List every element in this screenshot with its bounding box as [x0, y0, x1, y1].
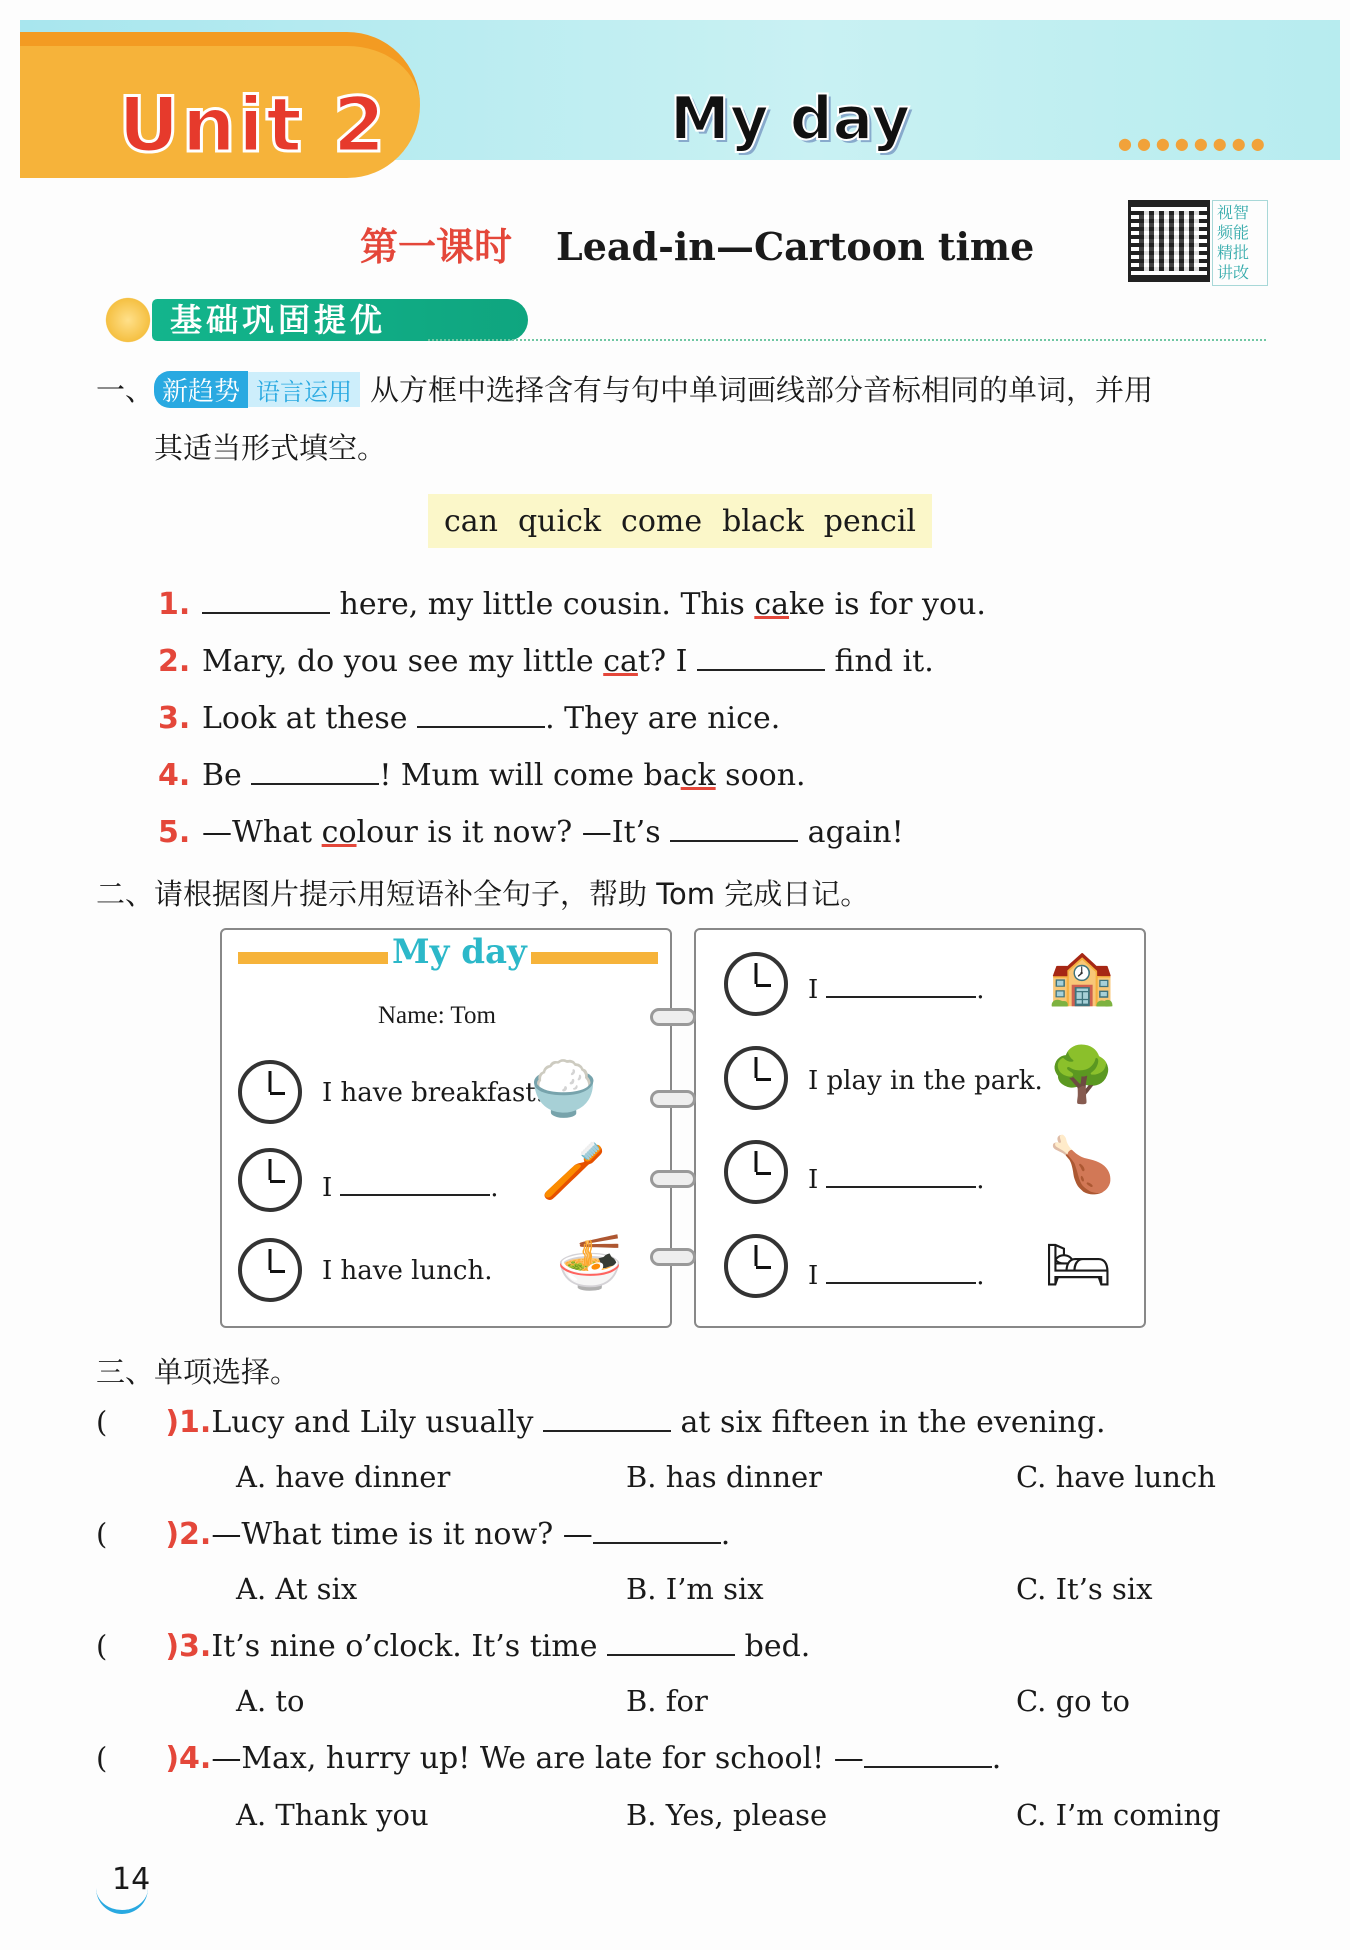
option-b[interactable]: B. has dinner — [626, 1460, 823, 1494]
option-c[interactable]: C. go to — [1016, 1684, 1130, 1718]
binder-ring — [650, 1090, 696, 1108]
q3-item-3 — [96, 1628, 810, 1664]
answer-blank[interactable] — [417, 700, 545, 728]
answer-paren[interactable]: ( — [96, 1517, 108, 1551]
answer-blank[interactable] — [826, 1160, 976, 1188]
item-text: Be — [202, 758, 252, 793]
answer-blank[interactable] — [340, 1168, 490, 1196]
page-number: 14 — [112, 1862, 151, 1897]
answer-blank[interactable] — [593, 1516, 721, 1544]
word: pencil — [823, 503, 917, 539]
word: come — [621, 503, 703, 539]
diary-right-row-3: I . — [808, 1160, 985, 1195]
answer-blank[interactable] — [202, 586, 330, 614]
answer-blank[interactable] — [826, 970, 976, 998]
lesson-name: Lead-in—Cartoon time — [556, 224, 1035, 269]
q3-item-2 — [96, 1516, 730, 1552]
item-stem: —What time is it now? — — [211, 1517, 593, 1552]
answer-blank[interactable] — [670, 814, 798, 842]
diary-right-row-1: I . — [808, 970, 985, 1005]
q1-instruction-line1: 从方框中选择含有与句中单词画线部分音标相同的单词，并用 — [370, 373, 1154, 407]
section-banner-label: 基础巩固提优 — [152, 299, 528, 341]
diary-right-row-2: I play in the park. — [808, 1066, 1043, 1096]
q1-item-5 — [158, 814, 904, 850]
item-text: here, my little cousin. This — [330, 587, 755, 622]
sun-book-icon — [100, 297, 156, 343]
item-text: soon. — [715, 758, 806, 793]
option-b[interactable]: B. I’m six — [626, 1572, 764, 1606]
clock-icon — [724, 952, 788, 1016]
binder-ring — [650, 1248, 696, 1266]
item-number: 5. — [158, 815, 191, 850]
answer-paren[interactable]: ( — [96, 1629, 108, 1663]
item-stem: It’s nine o’clock. It’s time — [211, 1629, 608, 1664]
item-stem: bed. — [735, 1629, 811, 1664]
breakfast-bowl-icon: 🍚 — [530, 1057, 598, 1120]
item-number: )1. — [165, 1405, 212, 1440]
lesson-title — [360, 216, 1034, 271]
answer-blank[interactable] — [543, 1404, 671, 1432]
row-text: I — [808, 1261, 819, 1291]
sleeping-icon: 🛏 — [1044, 1233, 1113, 1296]
dinner-icon: 🍗 — [1048, 1133, 1116, 1196]
q1-instruction-line2: 其适当形式填空。 — [154, 431, 387, 465]
item-number: 2. — [158, 644, 191, 679]
q3-item-1 — [96, 1404, 1106, 1440]
binder-ring — [650, 1170, 696, 1188]
row-text: I — [808, 975, 819, 1005]
item-number: )2. — [165, 1517, 212, 1552]
tag-language-use: 语言运用 — [248, 372, 360, 407]
item-text: t? I — [637, 644, 697, 679]
clock-icon — [724, 1046, 788, 1110]
q1-item-2 — [158, 643, 934, 679]
answer-paren[interactable]: ( — [96, 1741, 108, 1775]
classroom-icon: 🏫 — [1048, 945, 1116, 1008]
tag-new-trend: 新趋势 — [154, 371, 248, 408]
option-a[interactable]: A. to — [236, 1684, 305, 1718]
item-number: )4. — [165, 1741, 212, 1776]
word: quick — [517, 503, 602, 539]
diary-right-row-4: I . — [808, 1256, 985, 1291]
lesson-number: 第一课时 — [360, 224, 513, 269]
underlined-part: co — [321, 815, 357, 850]
clock-icon — [238, 1238, 302, 1302]
q1-item-1 — [158, 586, 986, 622]
item-stem: Lucy and Lily usually — [211, 1405, 543, 1440]
clock-icon — [238, 1060, 302, 1124]
answer-blank[interactable] — [607, 1628, 735, 1656]
answer-blank[interactable] — [826, 1256, 976, 1284]
row-text: I — [322, 1173, 333, 1203]
qr-code-icon[interactable] — [1128, 200, 1210, 282]
option-c[interactable]: C. It’s six — [1016, 1572, 1153, 1606]
item-text: Mary, do you see my little — [202, 644, 604, 679]
item-number: 4. — [158, 758, 191, 793]
item-stem: . — [991, 1741, 1002, 1776]
q1-instruction — [96, 368, 1153, 409]
row-text: I — [808, 1165, 819, 1195]
underlined-part: ca — [603, 644, 638, 679]
option-a[interactable]: A. At six — [236, 1572, 358, 1606]
diary-left-row-3: I have lunch. — [322, 1256, 493, 1286]
item-text: lour is it now? —It’s — [356, 815, 671, 850]
unit-title: My day — [670, 84, 911, 154]
underlined-part: ck — [680, 758, 716, 793]
q1-item-4 — [158, 757, 806, 793]
brushing-teeth-icon: 🪥 — [540, 1139, 608, 1202]
diary-name: Name: Tom — [378, 1002, 496, 1029]
item-text: again! — [798, 815, 904, 850]
diary-left-row-2: I . — [322, 1168, 499, 1203]
item-text: ke is for you. — [789, 587, 986, 622]
option-a[interactable]: A. have dinner — [236, 1460, 451, 1494]
item-text: Look at these — [202, 701, 418, 736]
item-stem: —Max, hurry up! We are late for school! — — [211, 1741, 864, 1776]
decorative-dots: ●●●●●●●● — [1118, 134, 1270, 153]
noodles-icon: 🍜 — [556, 1231, 624, 1294]
binder-ring — [650, 1008, 696, 1026]
word-box — [428, 494, 932, 548]
clock-icon — [724, 1234, 788, 1298]
word: can — [443, 503, 498, 539]
answer-blank[interactable] — [697, 643, 825, 671]
unit-label: Unit 2 — [118, 80, 388, 169]
item-text: ! Mum will come ba — [379, 758, 681, 793]
qr-tags: 视智频能精批讲改 — [1212, 200, 1268, 286]
diary-title: My day — [388, 932, 531, 972]
item-stem: . — [720, 1517, 731, 1552]
clock-icon — [724, 1140, 788, 1204]
q3-item-4 — [96, 1740, 1001, 1776]
item-number: 3. — [158, 701, 191, 736]
q1-number: 一、 — [96, 373, 155, 407]
word: black — [722, 503, 804, 539]
underlined-part: ca — [754, 587, 790, 622]
answer-blank[interactable] — [864, 1740, 992, 1768]
option-a[interactable]: A. Thank you — [236, 1798, 429, 1832]
item-text: —What — [202, 815, 322, 850]
q2-instruction: 二、请根据图片提示用短语补全句子，帮助 Tom 完成日记。 — [96, 877, 870, 911]
item-number: )3. — [165, 1629, 212, 1664]
answer-paren[interactable]: ( — [96, 1405, 108, 1439]
option-c[interactable]: C. have lunch — [1016, 1460, 1216, 1494]
option-b[interactable]: B. for — [626, 1684, 708, 1718]
option-b[interactable]: B. Yes, please — [626, 1798, 828, 1832]
item-stem: at six fifteen in the evening. — [671, 1405, 1106, 1440]
option-c[interactable]: C. I’m coming — [1016, 1798, 1221, 1832]
item-text: . They are nice. — [545, 701, 781, 736]
park-icon: 🌳 — [1048, 1043, 1116, 1106]
item-number: 1. — [158, 587, 191, 622]
section-divider — [428, 339, 1266, 341]
diary-left-row-1: I have breakfast. — [322, 1078, 545, 1108]
q3-instruction: 三、单项选择。 — [96, 1355, 300, 1389]
diary-title-bar — [238, 932, 658, 972]
clock-icon — [238, 1148, 302, 1212]
item-text: find it. — [824, 644, 934, 679]
q1-item-3 — [158, 700, 780, 736]
answer-blank[interactable] — [251, 757, 379, 785]
